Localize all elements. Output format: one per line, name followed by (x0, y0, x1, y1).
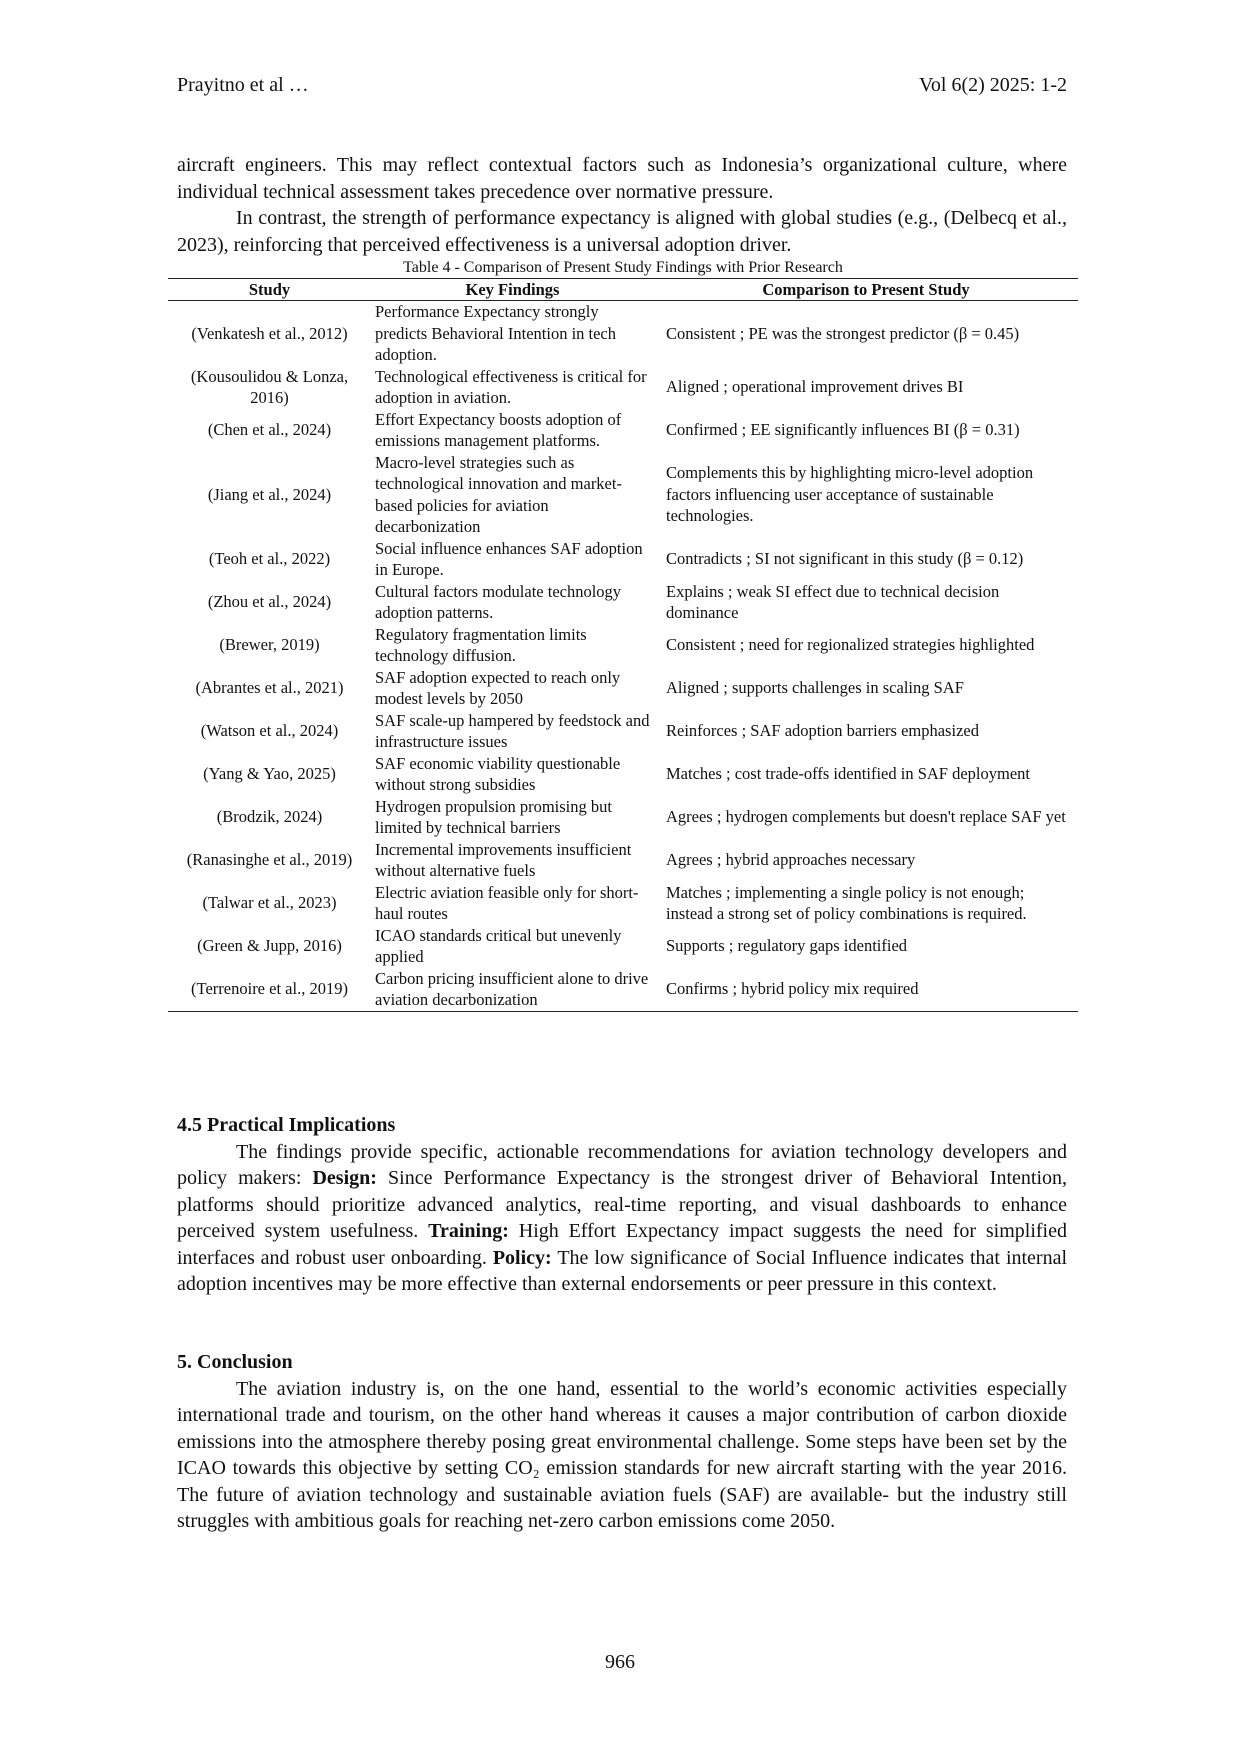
cell-study: (Kousoulidou & Lonza, 2016) (190, 366, 349, 407)
cell-key-finding: Cultural factors modulate technology adoption patterns. (375, 581, 622, 622)
cell-key-finding: Social influence enhances SAF adoption in Europe. (375, 538, 643, 579)
cell-comparison: Confirmed ; EE significantly influences BI (β = 0.31) (666, 420, 1020, 440)
cell-key-finding: Electric aviation feasible only for short-haul routes (375, 882, 639, 923)
cell-study: (Yang & Yao, 2025) (203, 764, 336, 784)
cell-comparison: Aligned ; supports challenges in scaling SAF (666, 678, 964, 698)
table-row (168, 882, 1078, 925)
cell-study: (Abrantes et al., 2021) (195, 678, 344, 698)
cell-comparison: Confirms ; hybrid policy mix required (654, 968, 1078, 1012)
cell-key-finding: Technological effectiveness is critical for adoption in aviation. (375, 366, 647, 407)
table-row (168, 581, 1078, 624)
intro-paragraph-2: In contrast, the strength of performance expectancy is aligned with global studies (e.g., (Delbecq et al., 2023), reinforcing that perceived effectiveness is a universal adoption driver. (177, 207, 1067, 256)
cell-study: (Terrenoire et al., 2019) (168, 968, 371, 1012)
policy-label: Policy: (492, 1246, 552, 1269)
column-header-comparison: Comparison to Present Study (654, 279, 1078, 301)
intro-section (177, 152, 1067, 258)
implications-intro: The findings provide specific, actionable recommendations for aviation technology developers and policy makers: (177, 1140, 1067, 1189)
cell-comparison: Agrees ; hydrogen complements but doesn't replace SAF yet (666, 807, 1066, 827)
conclusion-paragraph: The aviation industry is, on the one hand, essential to the world’s economic activities especially international trade and tourism, on the other hand whereas it causes a major contribution of carbon dioxide emissions into the atmosphere thereby posing great environmental challenge. Some steps have been set by the ICAO towards this objective by setting CO₂ emission standards for new aircraft starting with the year 2016. The future of aviation technology and sustainable aviation fuels (SAF) are available- but the industry still struggles with ambitious goals for reaching net-zero carbon emissions come 2050. (177, 1377, 1067, 1532)
cell-study: (Chen et al., 2024) (207, 420, 332, 440)
cell-comparison: Explains ; weak SI effect due to technical decision dominance (666, 581, 1000, 622)
cell-key-finding: ICAO standards critical but unevenly applied (375, 925, 622, 966)
page-number: 966 (605, 1651, 635, 1673)
cell-key-finding: SAF economic viability questionable without strong subsidies (375, 753, 621, 794)
table-row (168, 796, 1078, 839)
cell-study: (Jiang et al., 2024) (207, 484, 332, 504)
cell-key-finding: Macro-level strategies such as technological innovation and market-based policies for aviation decarbonization (375, 452, 622, 536)
table-row (168, 925, 1078, 968)
cell-key-finding: Regulatory fragmentation limits technology diffusion. (375, 624, 587, 665)
table-caption: Table 4 - Comparison of Present Study Findings with Prior Research (403, 259, 843, 276)
table-body (168, 301, 1078, 1012)
cell-key-finding: Incremental improvements insufficient without alternative fuels (375, 839, 632, 880)
design-label: Design: (312, 1167, 377, 1189)
cell-study: (Ranasinghe et al., 2019) (186, 850, 353, 870)
column-header-key-findings: Key Findings (371, 279, 654, 301)
table-row (168, 409, 1078, 452)
cell-study: (Talwar et al., 2023) (202, 893, 337, 913)
training-label: Training: (428, 1220, 509, 1242)
cell-comparison: Consistent ; PE was the strongest predictor (β = 0.45) (666, 323, 1020, 343)
table-header-row (168, 279, 1078, 301)
table-row (168, 538, 1078, 581)
policy-text: The low significance of Social Influence indicates that internal adoption incentives may be more effective than external endorsements or peer pressure in this context. (177, 1246, 1068, 1295)
cell-study: (Zhou et al., 2024) (207, 592, 332, 612)
table-row (168, 667, 1078, 710)
conclusion-section (177, 1349, 1067, 1535)
table-row (168, 366, 1078, 409)
cell-key-finding: Effort Expectancy boosts adoption of emissions management platforms. (375, 409, 622, 450)
cell-key-finding: Hydrogen propulsion promising but limited by technical barriers (375, 796, 612, 837)
training-text: High Effort Expectancy impact suggests the need for simplified interfaces and robust user onboarding. (177, 1220, 1067, 1269)
practical-implications-paragraph (177, 1139, 1067, 1298)
section-heading-4-5: 4.5 Practical Implications (177, 1114, 396, 1136)
header-volume: Vol 6(2) 2025: 1-2 (919, 74, 1067, 96)
practical-implications-section (177, 1112, 1067, 1298)
cell-comparison: Agrees ; hybrid approaches necessary (666, 850, 916, 870)
column-header-study: Study (168, 279, 371, 301)
table-row (168, 710, 1078, 753)
running-header (177, 74, 1067, 100)
cell-comparison: Reinforces ; SAF adoption barriers emphasized (666, 721, 979, 741)
section-heading-5: 5. Conclusion (177, 1351, 293, 1373)
cell-comparison: Contradicts ; SI not significant in this study (β = 0.12) (666, 549, 1024, 569)
design-text: Since Performance Expectancy is the strongest driver of Behavioral Intention, platforms should prioritize advanced analytics, real-time reporting, and visual dashboards to enhance perceived system usefulness. (177, 1167, 1068, 1242)
cell-key-finding: SAF scale-up hampered by feedstock and infrastructure issues (375, 710, 650, 751)
cell-study: (Green & Jupp, 2016) (197, 936, 342, 956)
cell-study: (Teoh et al., 2022) (208, 549, 331, 569)
cell-study: (Venkatesh et al., 2012) (191, 323, 348, 343)
cell-study: (Brodzik, 2024) (216, 807, 323, 827)
table-row (168, 301, 1078, 366)
cell-key-finding: SAF adoption expected to reach only modest levels by 2050 (375, 667, 621, 708)
cell-comparison: Matches ; cost trade-offs identified in SAF deployment (666, 764, 1030, 784)
intro-paragraph-1: aircraft engineers. This may reflect contextual factors such as Indonesia’s organizational culture, where individual technical assessment takes precedence over normative pressure. (177, 154, 1067, 203)
table-row (168, 753, 1078, 796)
cell-key-finding: Carbon pricing insufficient alone to drive aviation decarbonization (371, 968, 654, 1012)
table-row (168, 839, 1078, 882)
comparison-table (168, 278, 1078, 1012)
cell-comparison: Aligned ; operational improvement drives BI (666, 377, 964, 397)
cell-comparison: Complements this by highlighting micro-level adoption factors influencing user acceptance of sustainable technologies. (666, 463, 1034, 526)
cell-key-finding: Performance Expectancy strongly predicts Behavioral Intention in tech adoption. (375, 302, 617, 364)
cell-comparison: Consistent ; need for regionalized strategies highlighted (666, 635, 1035, 655)
header-authors: Prayitno et al … (177, 74, 309, 96)
cell-comparison: Matches ; implementing a single policy is not enough; instead a strong set of policy combinations is required. (666, 882, 1027, 923)
cell-study: (Watson et al., 2024) (200, 721, 339, 741)
table-row (168, 968, 1078, 1012)
table-row (168, 624, 1078, 667)
cell-study: (Brewer, 2019) (219, 635, 320, 655)
table-row (168, 452, 1078, 538)
cell-comparison: Supports ; regulatory gaps identified (666, 936, 908, 956)
